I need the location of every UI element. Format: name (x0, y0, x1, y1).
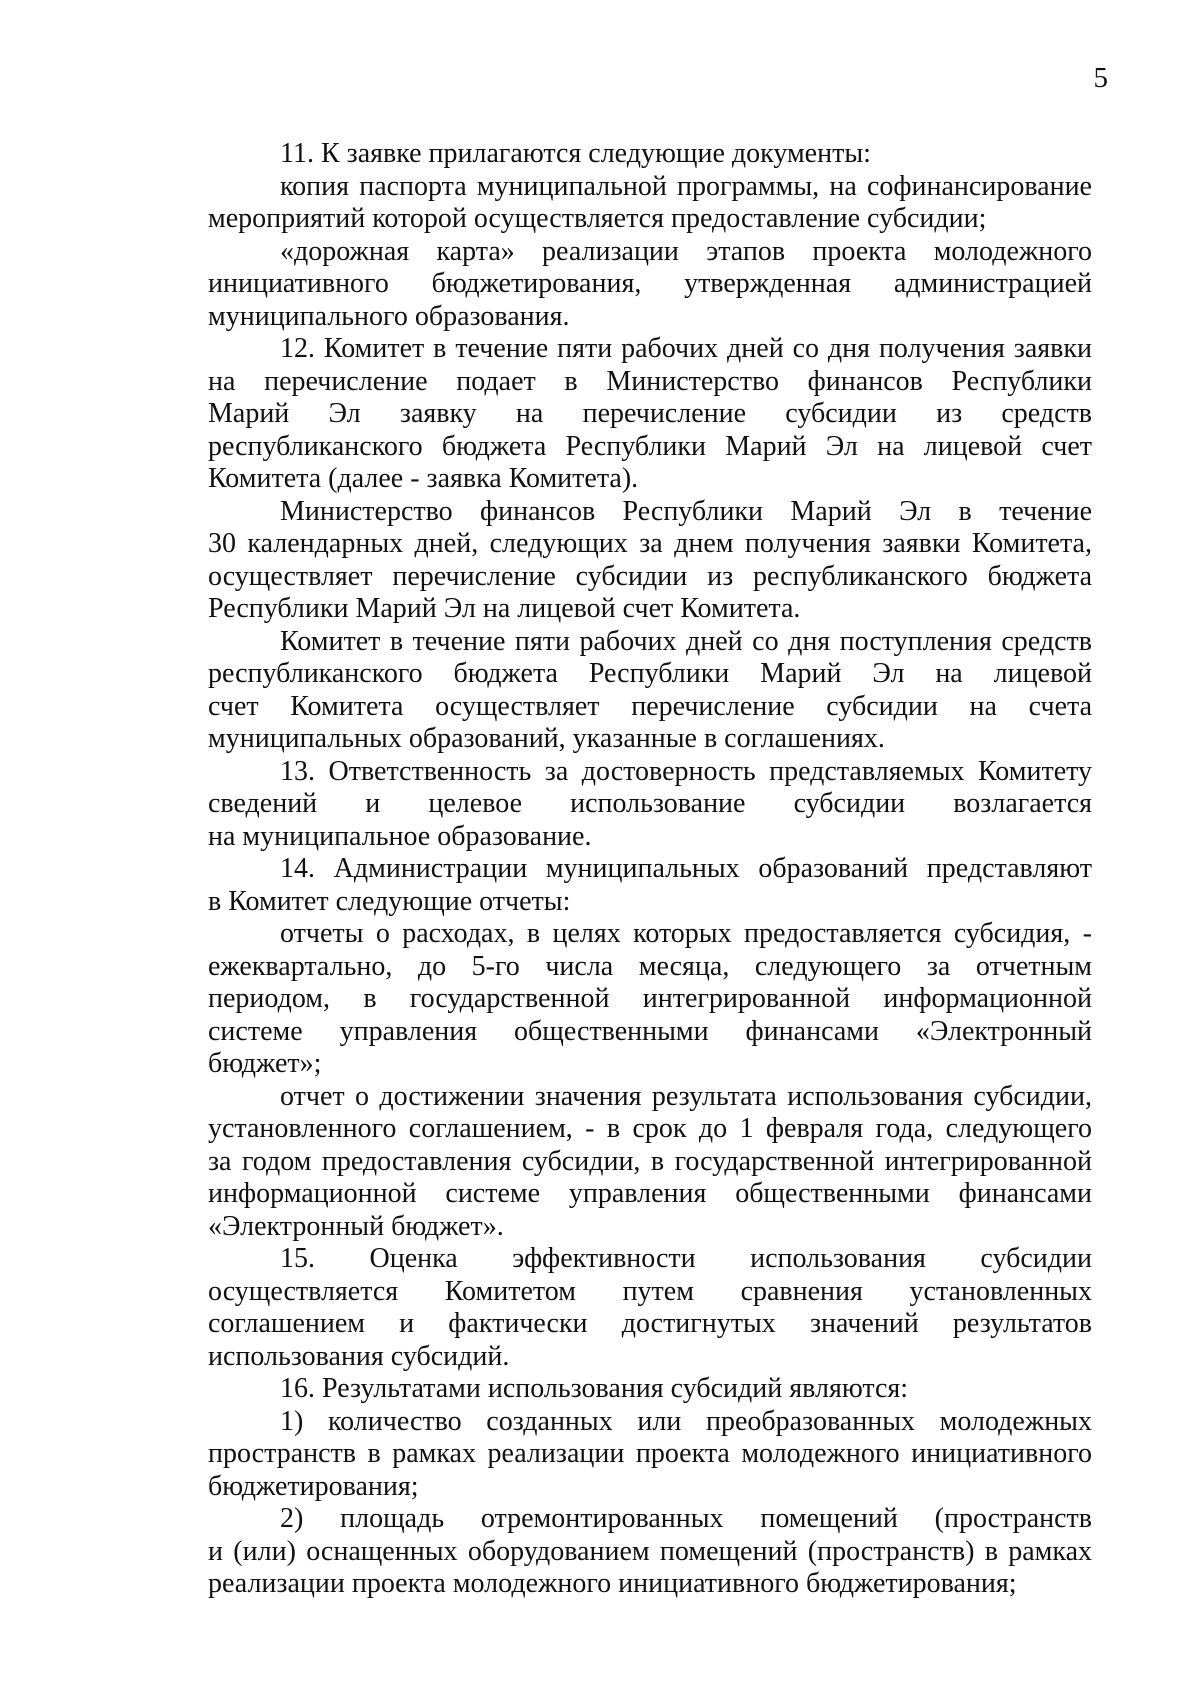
text-line: использования субсидий. (208, 1340, 510, 1372)
text-line: Комитет в течение пяти рабочих дней со дня поступления средств (280, 625, 1092, 657)
paragraph-11 (208, 138, 1092, 171)
text-line: 16. Результатами использования субсидий являются: (280, 1373, 909, 1404)
text-line: «Электронный бюджет». (208, 1210, 504, 1242)
list-item-2 (208, 1503, 1092, 1601)
text-line: мероприятий которой осуществляется предоставление субсидии; (208, 203, 987, 234)
paragraph-13 (208, 756, 1092, 854)
text-line: осуществляет перечисление субсидии из республиканского бюджета (208, 560, 1092, 592)
text-line: ежеквартально, до 5-го числа месяца, следующего за отчетным (208, 950, 1092, 982)
text-line: 2) площадь отремонтированных помещений (пространств (280, 1503, 1092, 1534)
text-line: Министерство финансов Республики Марий Эл в течение (280, 495, 1092, 527)
text-line: информационной системе управления общественными финансами (208, 1178, 1092, 1209)
text-line: 15. Оценка эффективности использования субсидии (280, 1243, 1092, 1274)
text-line: реализации проекта молодежного инициативного бюджетирования; (208, 1568, 1017, 1599)
text-line: 12. Комитет в течение пяти рабочих дней со дня получения заявки (280, 333, 1092, 364)
text-line: пространств в рамках реализации проекта молодежного инициативного (208, 1438, 1092, 1469)
text-line: за годом предоставления субсидии, в государственной интегрированной (208, 1145, 1092, 1177)
paragraph-roadmap (208, 236, 1092, 334)
text-line: 14. Администрации муниципальных образований представляют (280, 853, 1092, 884)
paragraph-result-report (208, 1081, 1092, 1244)
text-line: муниципального образования. (208, 300, 570, 332)
text-line: Комитета (далее - заявка Комитета). (208, 463, 639, 494)
text-line: системе управления общественными финансами «Электронный (208, 1015, 1092, 1047)
text-line: «дорожная карта» реализации этапов проекта молодежного (280, 235, 1092, 267)
text-line: сведений и целевое использование субсидии возлагается (208, 788, 1092, 819)
page-number: 5 (1093, 62, 1108, 94)
text-line: в Комитет следующие отчеты: (208, 885, 571, 917)
text-line: отчет о достижении значения результата использования субсидии, (280, 1080, 1092, 1112)
text-line: и (или) оснащенных оборудованием помещений (пространств) в рамках (208, 1535, 1092, 1567)
text-line: установленного соглашением, - в срок до 1 февраля года, следующего (208, 1113, 1092, 1144)
paragraph-expense-reports (208, 918, 1092, 1081)
text-line: счет Комитета осуществляет перечисление субсидии на счета (208, 690, 1092, 722)
text-line: отчеты о расходах, в целях которых предоставляется субсидия, - (280, 918, 1092, 949)
text-line: копия паспорта муниципальной программы, на софинансирование (280, 170, 1092, 202)
text-line: 30 календарных дней, следующих за днем получения заявки Комитета, (208, 528, 1092, 559)
text-line: соглашением и фактически достигнутых значений результатов (208, 1308, 1092, 1339)
text-line: периодом, в государственной интегрированной информационной (208, 983, 1092, 1014)
document-body (208, 138, 1092, 1601)
paragraph-ministry-transfer (208, 496, 1092, 626)
list-item-1 (208, 1406, 1092, 1504)
paragraph-16 (208, 1373, 1092, 1406)
text-line: республиканского бюджета Республики Марий Эл на лицевой счет (208, 430, 1092, 462)
paragraph-12 (208, 333, 1092, 496)
text-line: 13. Ответственность за достоверность представляемых Комитету (280, 755, 1092, 787)
text-line: бюджетирования; (208, 1470, 419, 1502)
text-line: на перечисление подает в Министерство финансов Республики (208, 365, 1092, 397)
text-line: 11. К заявке прилагаются следующие документы: (280, 138, 871, 169)
text-line: 1) количество созданных или преобразованных молодежных (280, 1405, 1092, 1437)
text-line: республиканского бюджета Республики Марий Эл на лицевой (208, 658, 1092, 689)
paragraph-committee-transfer (208, 626, 1092, 756)
paragraph-passport-copy (208, 171, 1092, 236)
paragraph-15 (208, 1243, 1092, 1373)
text-line: осуществляется Комитетом путем сравнения установленных (208, 1275, 1092, 1307)
text-line: Республики Марий Эл на лицевой счет Комитета. (208, 593, 801, 624)
text-line: бюджет»; (208, 1048, 322, 1079)
text-line: инициативного бюджетирования, утвержденная администрацией (208, 268, 1092, 299)
text-line: муниципальных образований, указанные в соглашениях. (208, 723, 885, 754)
text-line: Марий Эл заявку на перечисление субсидии из средств (208, 398, 1092, 429)
text-line: на муниципальное образование. (208, 820, 592, 852)
paragraph-14 (208, 853, 1092, 918)
